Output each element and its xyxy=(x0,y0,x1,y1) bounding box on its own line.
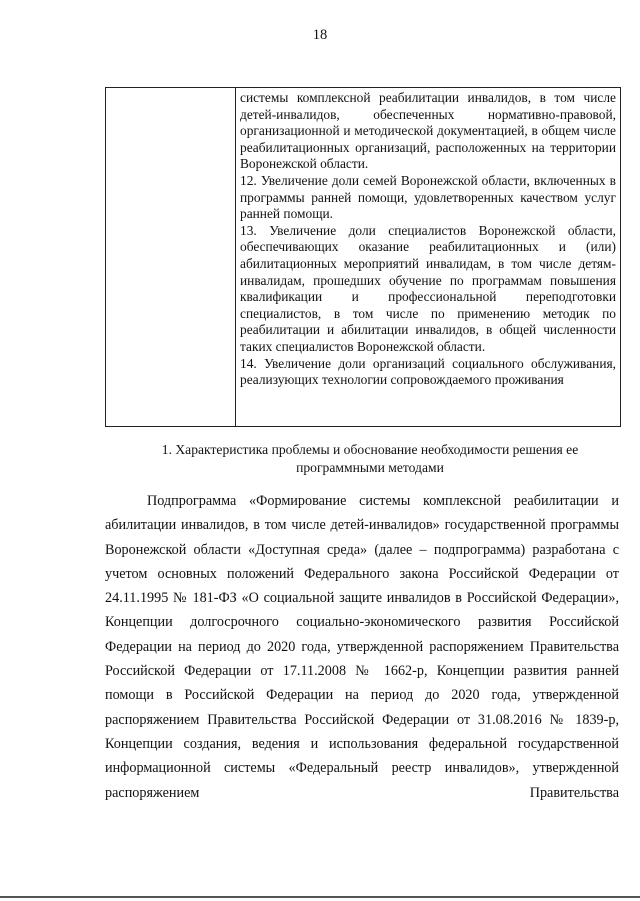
bottom-scan-edge xyxy=(0,896,640,898)
table-item-continuation: системы комплексной реабилитации инвалидов, в том числе детей-инвалидов, обеспеченных нормативно-правовой, организационной и методической документацией, в общем числе реабилитационных организаций, расположенных на территории Воронежской области. xyxy=(240,90,616,172)
body-paragraph: Подпрограмма «Формирование системы комплексной реабилитации и абилитации инвалидов, в том числе детей-инвалидов» государственной программы Воронежской области «Доступная среда» (далее – подпрограмма) разработана с учетом основных положений Федерального закона Российской Федерации от 24.11.1995 № 181-ФЗ «О социальной защите инвалидов в Российской Федерации», Концепции долгосрочного социально-экономического развития Российской Федерации на период до 2020 года, утвержденной распоряжением Правительства Российской Федерации от 17.11.2008 № 1662-р, Концепции развития ранней помощи в Российской Федерации на период до 2020 года, утвержденной распоряжением Правительства Российской Федерации от 31.08.2016 № 1839-р, Концепции создания, ведения и использования федеральной государственной информационной системы «Федеральный реестр инвалидов», утвержденной распоряжением Правительства xyxy=(105,493,619,801)
table-left-cell xyxy=(106,88,236,426)
table-item-13: 13. Увеличение доли специалистов Воронежской области, обеспечивающих оказание реабилитационных и (или) абилитационных мероприятий инвалидам, в том числе детям-инвалидам, прошедших обучение по программам повышения квалификации и профессиональной переподготовки специалистов, в том числе по применению методик по реабилитации и абилитации инвалидов, в общей численности таких специалистов Воронежской области. xyxy=(240,222,616,354)
section-heading: 1. Характеристика проблемы и обоснование необходимости решения ее программными методами xyxy=(161,442,579,475)
indicators-table xyxy=(105,87,621,427)
page-number: 18 xyxy=(312,27,328,43)
table-right-cell xyxy=(236,88,620,426)
table-item-12: 12. Увеличение доли семей Воронежской области, включенных в программы ранней помощи, удовлетворенных качеством услуг ранней помощи. xyxy=(240,172,616,222)
table-item-14: 14. Увеличение доли организаций социального обслуживания, реализующих технологии сопровождаемого проживания xyxy=(240,355,616,388)
